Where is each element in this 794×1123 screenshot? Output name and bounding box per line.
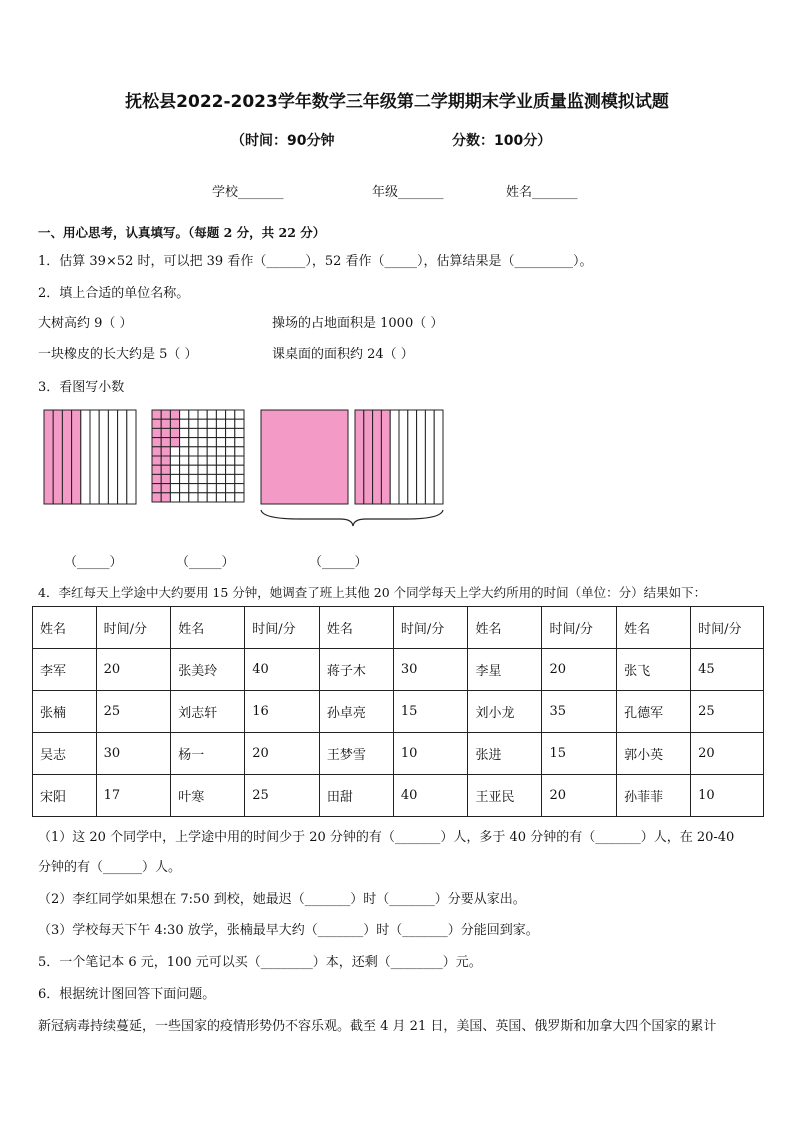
table-header-cell: 时间/分 xyxy=(393,607,468,649)
question-4: 4．李红每天上学途中大约要用 15 分钟，她调查了班上其他 20 个同学每天上学大约所用的时间（单位：分）结果如下： xyxy=(38,585,707,600)
table-header-cell: 姓名 xyxy=(468,607,542,649)
question-5: 5．一个笔记本 6 元，100 元可以买（________）本，还剩（________）元。 xyxy=(38,955,482,970)
shaded-hundredth xyxy=(161,465,170,474)
empty-hundredth xyxy=(198,447,207,456)
student-name-cell: 郭小英 xyxy=(617,733,691,775)
student-name-cell: 刘小龙 xyxy=(468,691,542,733)
empty-hundredth xyxy=(198,474,207,483)
time-cell: 20 xyxy=(542,649,617,691)
student-name-cell: 张楠 xyxy=(33,691,97,733)
student-name-cell: 蒋子木 xyxy=(319,649,393,691)
time-cell: 30 xyxy=(393,649,468,691)
empty-hundredth xyxy=(170,484,179,493)
q2-item: 一块橡皮的长大约是 5（ ） xyxy=(38,347,198,362)
empty-hundredth xyxy=(216,419,225,428)
empty-hundredth xyxy=(235,456,244,465)
shaded-tenth xyxy=(72,410,81,504)
student-name-cell: 王梦雪 xyxy=(319,733,393,775)
q4-sub1-line2: 分钟的有（______）人。 xyxy=(38,860,182,875)
student-name-cell: 张进 xyxy=(468,733,542,775)
time-cell: 20 xyxy=(542,775,617,817)
student-name-cell: 田甜 xyxy=(319,775,393,817)
shaded-hundredth xyxy=(170,410,179,419)
empty-hundredth xyxy=(180,447,189,456)
shaded-hundredth xyxy=(152,447,161,456)
empty-hundredth xyxy=(207,484,216,493)
question-2: 2．填上合适的单位名称。 xyxy=(38,286,190,301)
empty-hundredth xyxy=(207,493,216,502)
empty-hundredth xyxy=(198,456,207,465)
empty-hundredth xyxy=(207,474,216,483)
table-header-cell: 时间/分 xyxy=(96,607,171,649)
hundred-grid-figure xyxy=(152,410,244,502)
empty-hundredth xyxy=(216,456,225,465)
empty-hundredth xyxy=(180,484,189,493)
empty-hundredth xyxy=(226,428,235,437)
empty-hundredth xyxy=(207,438,216,447)
student-name-cell: 孙卓亮 xyxy=(319,691,393,733)
empty-hundredth xyxy=(235,438,244,447)
table-header-cell: 姓名 xyxy=(171,607,245,649)
grade-field[interactable]: 年级_______ xyxy=(372,185,444,200)
empty-hundredth xyxy=(226,419,235,428)
empty-hundredth xyxy=(207,456,216,465)
empty-hundredth xyxy=(170,474,179,483)
shaded-hundredth xyxy=(161,484,170,493)
shaded-hundredth xyxy=(152,493,161,502)
student-name-cell: 宋阳 xyxy=(33,775,97,817)
time-cell: 15 xyxy=(542,733,617,775)
empty-hundredth xyxy=(207,465,216,474)
time-cell: 25 xyxy=(245,775,320,817)
survey-table xyxy=(32,606,764,817)
table-header-cell: 姓名 xyxy=(319,607,393,649)
student-name-cell: 刘志轩 xyxy=(171,691,245,733)
brace xyxy=(261,510,443,526)
empty-hundredth xyxy=(235,474,244,483)
shaded-hundredth xyxy=(152,419,161,428)
time-cell: 35 xyxy=(542,691,617,733)
q2-item: 课桌面的面积约 24（ ） xyxy=(272,347,414,362)
empty-hundredth xyxy=(235,428,244,437)
time-cell: 10 xyxy=(393,733,468,775)
empty-tenth xyxy=(390,410,399,504)
shaded-hundredth xyxy=(170,438,179,447)
shaded-hundredth xyxy=(152,484,161,493)
time-cell: 30 xyxy=(96,733,171,775)
empty-hundredth xyxy=(207,410,216,419)
table-header-cell: 时间/分 xyxy=(542,607,617,649)
empty-tenth xyxy=(417,410,426,504)
empty-hundredth xyxy=(189,419,198,428)
student-name-cell: 张美玲 xyxy=(171,649,245,691)
shaded-hundredth xyxy=(152,465,161,474)
empty-hundredth xyxy=(180,419,189,428)
empty-hundredth xyxy=(226,465,235,474)
empty-hundredth xyxy=(235,410,244,419)
student-name-cell: 李军 xyxy=(33,649,97,691)
empty-hundredth xyxy=(189,493,198,502)
q3-blank-1[interactable]: （_____） xyxy=(64,555,123,570)
shaded-tenth xyxy=(364,410,373,504)
shaded-hundredth xyxy=(152,474,161,483)
empty-hundredth xyxy=(198,410,207,419)
student-name-cell: 孔德军 xyxy=(617,691,691,733)
empty-hundredth xyxy=(216,465,225,474)
q2-item: 操场的占地面积是 1000（ ） xyxy=(272,316,444,331)
q4-sub1-line1: （1）这 20 个同学中，上学途中用的时间少于 20 分钟的有（_______）人，多于 40 分钟的有（_______）人，在 20-40 xyxy=(38,830,735,845)
table-header-row xyxy=(33,607,764,649)
empty-hundredth xyxy=(170,465,179,474)
shaded-hundredth xyxy=(161,474,170,483)
shaded-hundredth xyxy=(161,419,170,428)
empty-tenth xyxy=(90,410,99,504)
empty-hundredth xyxy=(226,493,235,502)
empty-hundredth xyxy=(189,484,198,493)
empty-hundredth xyxy=(216,428,225,437)
empty-hundredth xyxy=(170,447,179,456)
empty-hundredth xyxy=(235,465,244,474)
q4-sub2: （2）李红同学如果想在 7:50 到校，她最迟（_______）时（_______）分要从家出。 xyxy=(38,892,526,907)
shaded-hundredth xyxy=(152,428,161,437)
time-cell: 45 xyxy=(691,649,764,691)
question-3: 3．看图写小数 xyxy=(38,380,125,395)
empty-hundredth xyxy=(198,465,207,474)
empty-hundredth xyxy=(198,438,207,447)
empty-tenth xyxy=(118,410,127,504)
empty-hundredth xyxy=(235,493,244,502)
student-name-cell: 杨一 xyxy=(171,733,245,775)
empty-hundredth xyxy=(226,410,235,419)
time-cell: 20 xyxy=(245,733,320,775)
empty-hundredth xyxy=(180,465,189,474)
empty-tenth xyxy=(425,410,434,504)
empty-hundredth xyxy=(216,474,225,483)
exam-score: 分数：100分） xyxy=(452,133,552,149)
time-cell: 16 xyxy=(245,691,320,733)
shaded-hundredth xyxy=(161,438,170,447)
shaded-hundredth xyxy=(161,428,170,437)
empty-tenth xyxy=(99,410,108,504)
time-cell: 40 xyxy=(393,775,468,817)
table-row xyxy=(33,775,764,817)
empty-hundredth xyxy=(235,447,244,456)
empty-hundredth xyxy=(198,419,207,428)
shaded-hundredth xyxy=(161,447,170,456)
empty-tenth xyxy=(127,410,136,504)
empty-hundredth xyxy=(180,456,189,465)
q6-paragraph: 新冠病毒持续蔓延，一些国家的疫情形势仍不容乐观。截至 4 月 21 日，美国、英国、俄罗斯和加拿大四个国家的累计 xyxy=(38,1019,717,1034)
empty-hundredth xyxy=(235,419,244,428)
empty-hundredth xyxy=(180,493,189,502)
empty-hundredth xyxy=(207,428,216,437)
empty-hundredth xyxy=(189,410,198,419)
time-cell: 25 xyxy=(691,691,764,733)
student-name-cell: 李星 xyxy=(468,649,542,691)
empty-hundredth xyxy=(180,428,189,437)
q4-sub3: （3）学校每天下午 4:30 放学，张楠最早大约（_______）时（_______）分能回到家。 xyxy=(38,923,539,938)
student-name-cell: 王亚民 xyxy=(468,775,542,817)
shaded-hundredth xyxy=(152,456,161,465)
table-row xyxy=(33,733,764,775)
empty-hundredth xyxy=(189,447,198,456)
empty-hundredth xyxy=(180,438,189,447)
empty-hundredth xyxy=(189,474,198,483)
shaded-whole xyxy=(261,410,348,504)
question-6: 6．根据统计图回答下面问题。 xyxy=(38,987,216,1002)
empty-hundredth xyxy=(170,493,179,502)
empty-hundredth xyxy=(235,484,244,493)
time-cell: 15 xyxy=(393,691,468,733)
shaded-tenth xyxy=(373,410,382,504)
empty-hundredth xyxy=(226,456,235,465)
empty-hundredth xyxy=(226,474,235,483)
empty-hundredth xyxy=(216,447,225,456)
table-header-cell: 姓名 xyxy=(617,607,691,649)
empty-hundredth xyxy=(170,456,179,465)
empty-hundredth xyxy=(180,474,189,483)
empty-tenth xyxy=(408,410,417,504)
section-heading: 一、用心思考，认真填写。（每题 2 分，共 22 分） xyxy=(38,225,326,240)
shaded-hundredth xyxy=(170,428,179,437)
empty-hundredth xyxy=(207,419,216,428)
empty-hundredth xyxy=(226,484,235,493)
time-cell: 17 xyxy=(96,775,171,817)
shaded-hundredth xyxy=(161,410,170,419)
empty-hundredth xyxy=(198,484,207,493)
shaded-hundredth xyxy=(152,410,161,419)
empty-tenth xyxy=(399,410,408,504)
empty-hundredth xyxy=(207,447,216,456)
empty-hundredth xyxy=(216,484,225,493)
shaded-tenth xyxy=(381,410,390,504)
empty-hundredth xyxy=(198,428,207,437)
empty-tenth xyxy=(81,410,90,504)
table-row xyxy=(33,691,764,733)
shaded-tenth xyxy=(355,410,364,504)
table-header-cell: 时间/分 xyxy=(245,607,320,649)
student-name-cell: 孙菲菲 xyxy=(617,775,691,817)
school-field[interactable]: 学校_______ xyxy=(212,185,284,200)
empty-tenth xyxy=(108,410,117,504)
empty-hundredth xyxy=(189,465,198,474)
student-name-cell: 吴志 xyxy=(33,733,97,775)
page-title: 抚松县2022-2023学年数学三年级第二学期期末学业质量监测模拟试题 xyxy=(125,92,669,112)
shaded-hundredth xyxy=(161,493,170,502)
empty-hundredth xyxy=(216,410,225,419)
whole-square-figure xyxy=(261,410,348,504)
tenths-strip-figure xyxy=(44,410,136,504)
table-header-cell: 姓名 xyxy=(33,607,97,649)
name-field[interactable]: 姓名_______ xyxy=(506,185,578,200)
q2-item: 大树高约 9（ ） xyxy=(38,316,133,331)
empty-hundredth xyxy=(198,493,207,502)
time-cell: 20 xyxy=(96,649,171,691)
table-header-cell: 时间/分 xyxy=(691,607,764,649)
time-cell: 10 xyxy=(691,775,764,817)
empty-hundredth xyxy=(180,410,189,419)
empty-hundredth xyxy=(189,428,198,437)
tenths-strip-figure-2 xyxy=(355,410,443,504)
empty-hundredth xyxy=(189,456,198,465)
time-cell: 25 xyxy=(96,691,171,733)
shaded-hundredth xyxy=(170,419,179,428)
q3-blank-2[interactable]: （_____） xyxy=(176,555,235,570)
empty-hundredth xyxy=(226,447,235,456)
shaded-tenth xyxy=(44,410,53,504)
shaded-tenth xyxy=(62,410,71,504)
shaded-hundredth xyxy=(152,438,161,447)
question-1: 1．估算 39×52 时，可以把 39 看作（______），52 看作（_____），估算结果是（_________）。 xyxy=(38,254,593,269)
time-cell: 20 xyxy=(691,733,764,775)
exam-time: （时间：90分钟 xyxy=(231,133,335,149)
empty-hundredth xyxy=(189,438,198,447)
student-name-cell: 张飞 xyxy=(617,649,691,691)
empty-hundredth xyxy=(216,493,225,502)
decimal-figures xyxy=(0,400,794,530)
student-name-cell: 叶寒 xyxy=(171,775,245,817)
empty-hundredth xyxy=(226,438,235,447)
empty-tenth xyxy=(434,410,443,504)
time-cell: 40 xyxy=(245,649,320,691)
table-row xyxy=(33,649,764,691)
q3-blank-3[interactable]: （_____） xyxy=(309,555,368,570)
empty-hundredth xyxy=(216,438,225,447)
shaded-hundredth xyxy=(161,456,170,465)
shaded-tenth xyxy=(53,410,62,504)
